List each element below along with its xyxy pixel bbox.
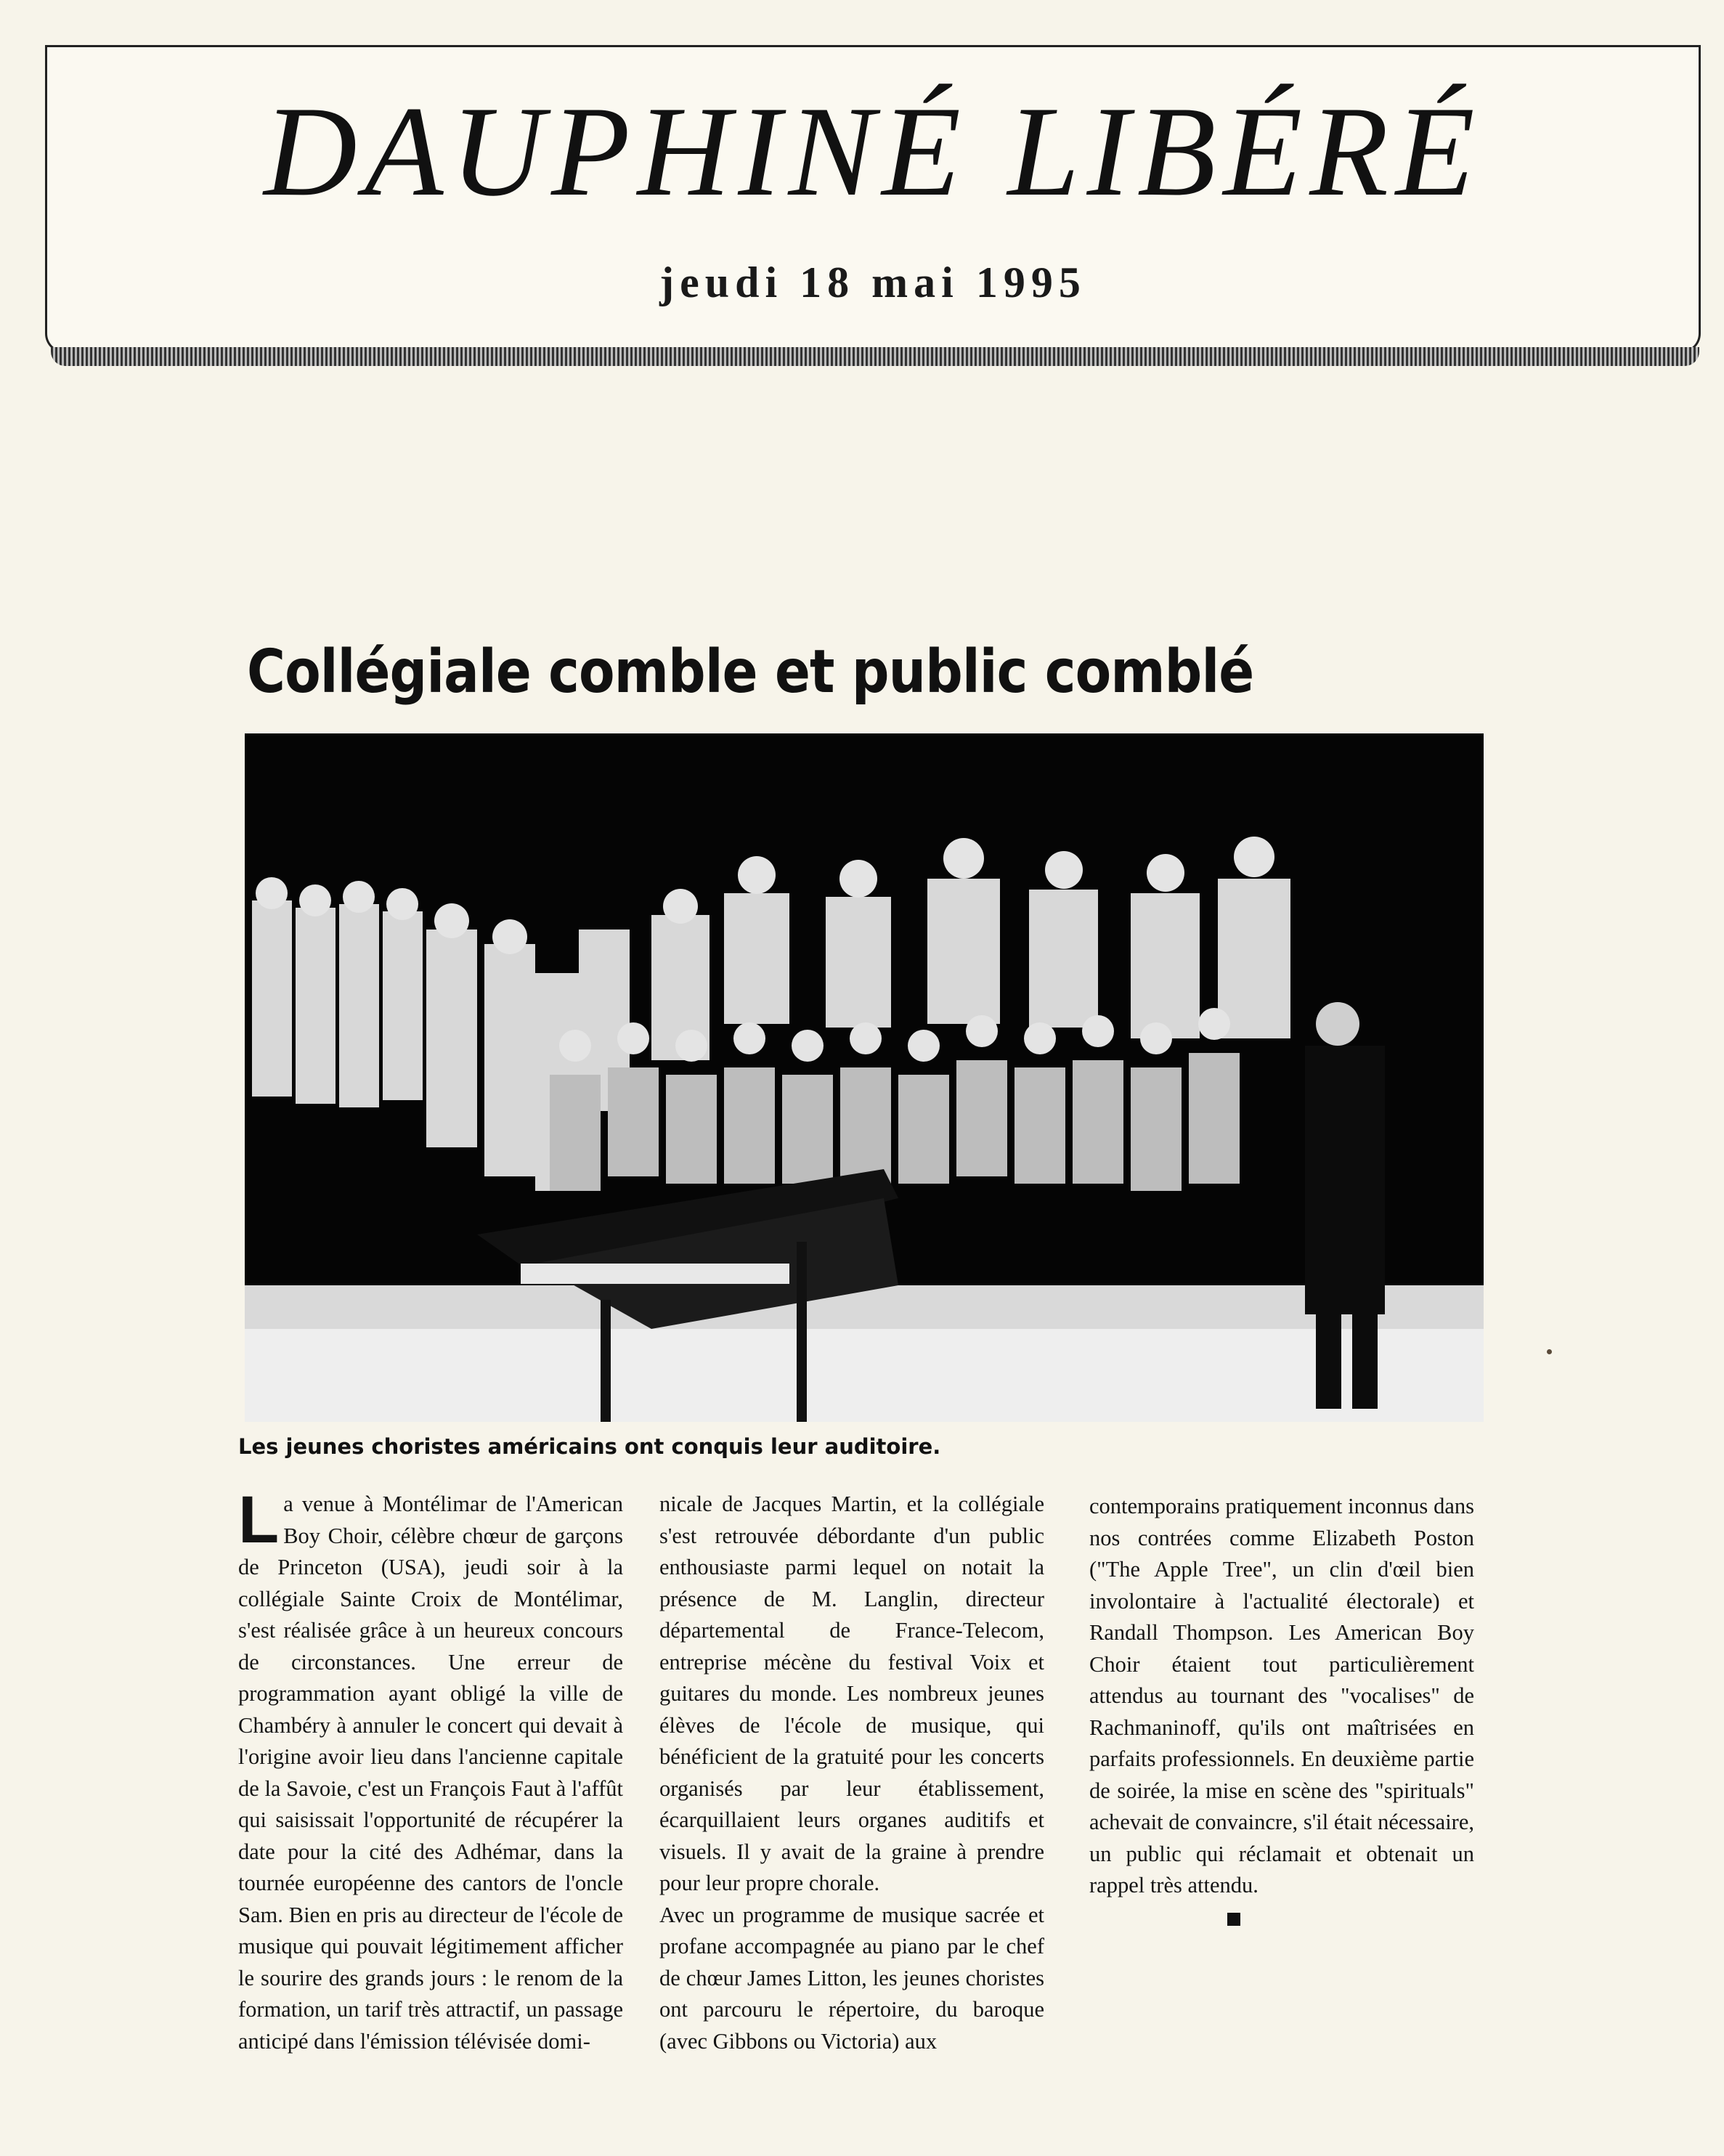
article-paragraph: nicale de Jacques Martin, et la collégiale s'est retrouvée débordante d'un public enthousiaste parmi lequel on notait la présence de M. Langlin, directeur départemental de France-Telecom, entreprise mécène du festival Voix et guitares du monde. Les nombreux jeunes élèves de l'école de musique, qui bénéficient de la gratuité pour les concerts organisés par leur établissement, écarquillaient leurs organes auditifs et visuels. Il y avait de la graine à prendre pour leur propre chorale. — [659, 1492, 1044, 1895]
issue-date: jeudi 18 mai 1995 — [659, 259, 1086, 306]
masthead-dotted-shadow — [51, 347, 1699, 366]
drop-cap: L — [238, 1483, 280, 1557]
scan-speck — [1547, 1349, 1552, 1354]
article-column-1 — [238, 1483, 623, 2057]
article-paragraph: Avec un programme de musique sacrée et profane accompagnée au piano par le chef de chœur James Litton, les jeunes choristes ont parcouru le répertoire, du baroque (avec Gibbons ou Victoria) aux — [659, 1902, 1044, 2054]
choir-photo — [245, 733, 1484, 1422]
masthead — [45, 45, 1701, 354]
end-of-article-mark — [1227, 1913, 1240, 1926]
article-paragraph: a venue à Montélimar de l'American Boy Choir, célèbre chœur de garçons de Princeton (USA), jeudi soir à la collégiale Sainte Croix de Montélimar, s'est réalisée grâce à un heureux concours de circonstances. Une erreur de programmation ayant obligé la ville de Chambéry à annuler le concert qui devait à l'origine avoir lieu dans l'ancienne capitale de la Savoie, c'est un François Faut à l'affût qui saisissait l'opportunité de récupérer la date pour la cité des Adhémar, dans la tournée européenne des cantors de l'oncle Sam. Bien en pris au directeur de l'école de musique qui pouvait légitimement afficher le sourire des grands jours : le renom de la formation, un tarif très attractif, un passage anticipé dans l'émission télévisée domi- — [238, 1492, 623, 2054]
article-headline: Collégiale comble et public comblé — [247, 638, 1254, 707]
newspaper-title: DAUPHINÉ LIBÉRÉ — [264, 79, 1482, 223]
photo-caption: Les jeunes choristes américains ont conquis leur auditoire. — [238, 1434, 941, 1459]
article-column-3 — [1089, 1491, 1474, 1933]
article-paragraph: contemporains pratiquement inconnus dans nos contrées comme Elizabeth Poston ("The Apple Tree", un clin d'œil bien involontaire à l'actualité électorale) et Randall Thompson. Les American Boy Choir étaient tout particulièrement attendus au tournant des "vocalises" de Rachmaninoff, qu'ils ont maîtrisées en parfaits professionnels. En deuxième partie de soirée, la mise en scène des "spirituals" achevait de convaincre, s'il était nécessaire, un public qui réclamait et obtenait un rappel très attendu. — [1089, 1494, 1474, 1897]
article-column-2 — [659, 1489, 1044, 2057]
choir-photo-illustration — [245, 733, 1484, 1422]
